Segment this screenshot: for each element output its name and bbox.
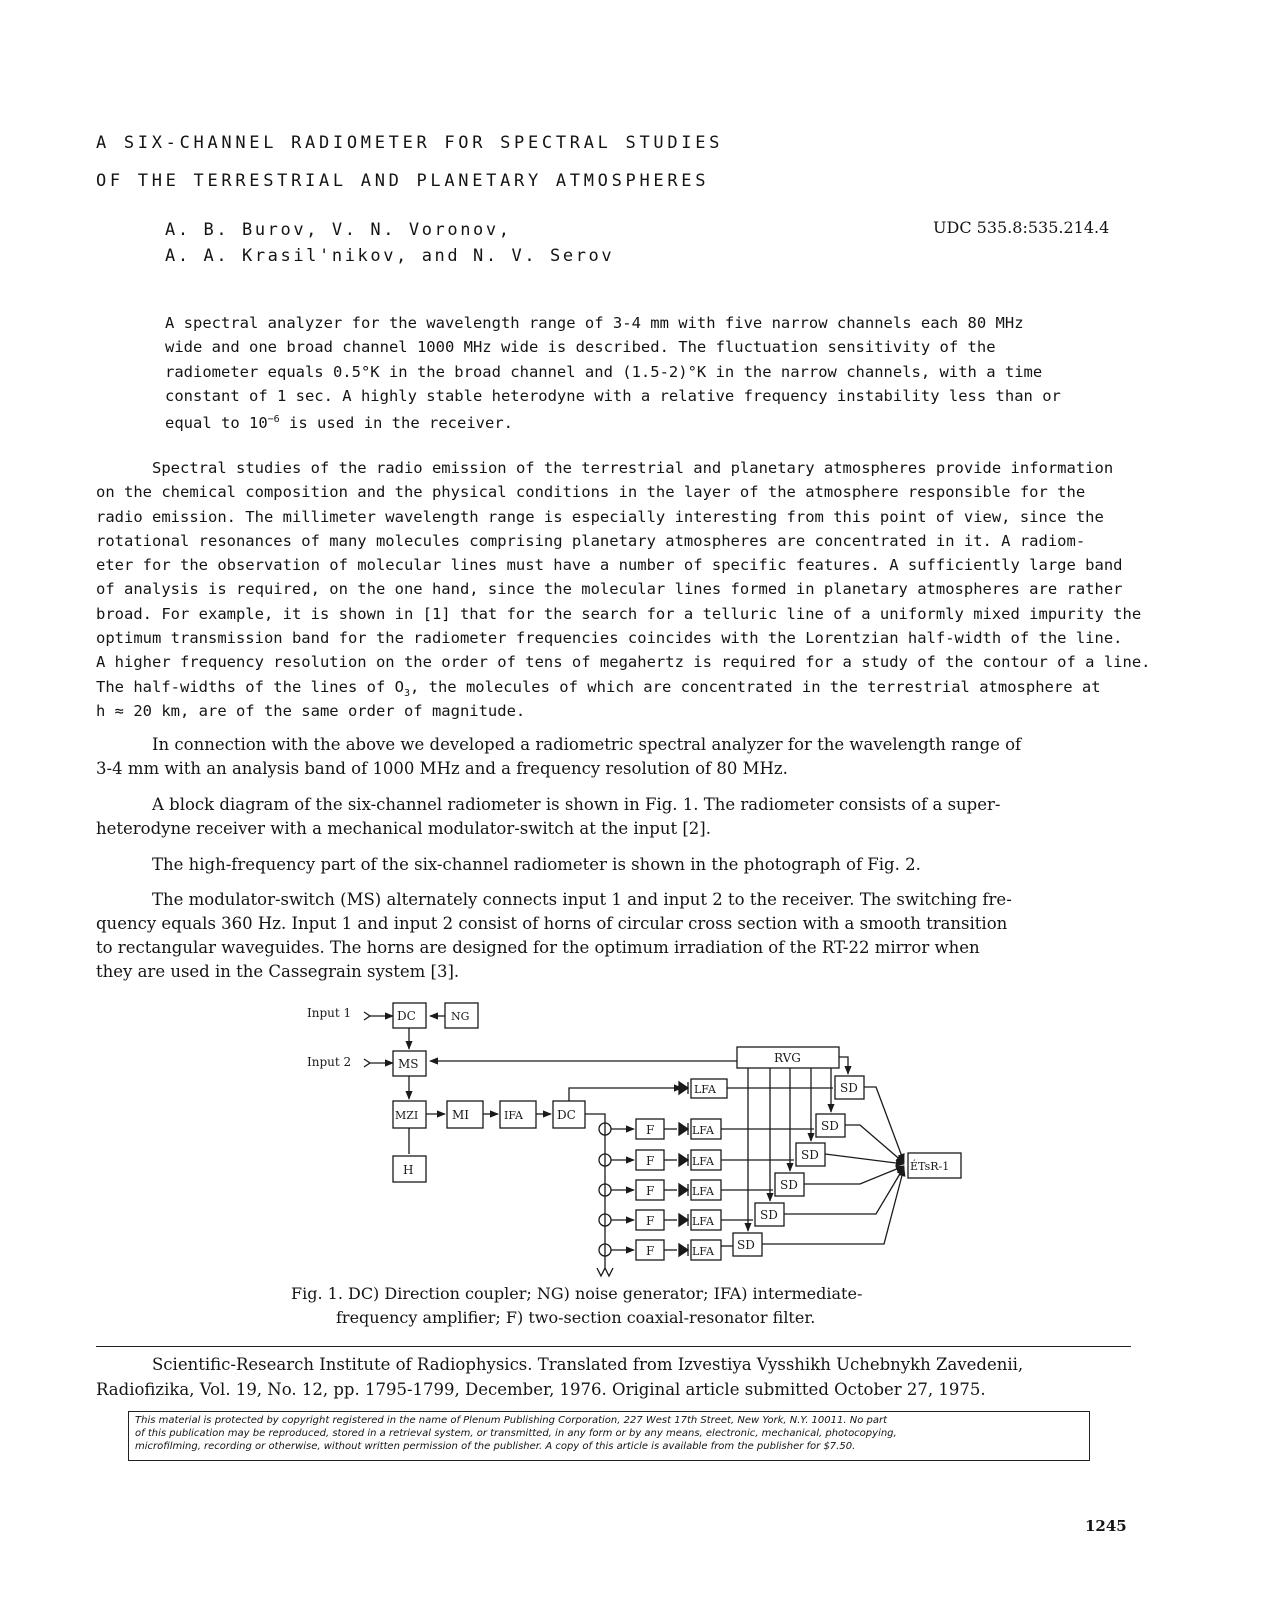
- ifa-label: IFA: [504, 1109, 523, 1122]
- sd2-to-etsr: [825, 1154, 904, 1164]
- abstract-line: A spectral analyzer for the wavelength range of 3-4 mm with five narrow channels each 80 MHz: [165, 314, 1024, 332]
- udc-code: UDC 535.8:535.214.4: [933, 218, 1110, 237]
- abstract-line: radiometer equals 0.5°K in the broad channel and (1.5-2)°K in the narrow channels, with a time: [165, 362, 1043, 381]
- input-2-label: Input 2: [307, 1055, 352, 1069]
- f-label-3: F: [646, 1184, 655, 1198]
- sd-label-3: SD: [780, 1178, 798, 1192]
- paragraph-line: In connection with the above we developed a radiometric spectral analyzer for the wavelength range of: [152, 735, 1022, 754]
- paragraph-line: heterodyne receiver with a mechanical modulator-switch at the input [2].: [96, 819, 711, 838]
- dc-label-mid: DC: [557, 1108, 576, 1122]
- o3-subscript: 3: [403, 687, 410, 699]
- o3-prefix: The half-widths of the lines of O: [96, 677, 404, 696]
- paragraph-line: A higher frequency resolution on the order of tens of megahertz is required for a study of the contour of a line.: [96, 653, 1151, 672]
- dc-label-top: DC: [397, 1009, 416, 1023]
- copyright-line: of this publication may be reproduced, stored in a retrieval system, or transmitted, in any form or by any means, electronic, mechanical, photocopying,: [135, 1428, 897, 1439]
- paragraph-line: eter for the observation of molecular lines must have a number of specific features. A sufficiently large band: [96, 556, 1123, 575]
- sd-label-0: SD: [840, 1081, 858, 1095]
- lfa-label-2: LFA: [692, 1155, 714, 1168]
- paragraph-line: quency equals 360 Hz. Input 1 and input 2 consist of horns of circular cross section with a smooth transition: [96, 914, 1008, 933]
- paragraph-line: Spectral studies of the radio emission of the terrestrial and planetary atmospheres provide information: [152, 459, 1114, 477]
- paragraph-line: The high-frequency part of the six-channel radiometer is shown in the photograph of Fig. 2.: [152, 855, 921, 874]
- paragraph-line: 3-4 mm with an analysis band of 1000 MHz and a frequency resolution of 80 MHz.: [96, 759, 788, 778]
- copyright-line: This material is protected by copyright registered in the name of Plenum Publishing Corporation, 227 West 17th Street, New York, N.Y. 10011. No part: [135, 1415, 888, 1426]
- sd-label-1: SD: [821, 1119, 839, 1133]
- dc-to-filters: [585, 1114, 605, 1122]
- sd-label-2: SD: [801, 1148, 819, 1162]
- sd-label-5: SD: [737, 1238, 755, 1252]
- sd-label-4: SD: [760, 1208, 778, 1222]
- lfa-label-1: LFA: [692, 1124, 714, 1137]
- rvg-label: RVG: [774, 1051, 801, 1065]
- paragraph-line: of analysis is required, on the one hand, since the molecular lines formed in planetary atmospheres are rather: [96, 580, 1123, 599]
- paragraph-line: A block diagram of the six-channel radiometer is shown in Fig. 1. The radiometer consists of a super-: [152, 795, 1001, 814]
- etsr-label: ÉTsR-1: [910, 1160, 950, 1173]
- lfa-label-5: LFA: [692, 1245, 714, 1258]
- abstract-line: constant of 1 sec. A highly stable heterodyne with a relative frequency instability less than or: [165, 386, 1061, 405]
- f-label-4: F: [646, 1214, 655, 1228]
- termination-load: [597, 1268, 613, 1276]
- ng-label: NG: [451, 1010, 470, 1023]
- authors-line-2: A. A. Krasil'nikov, and N. V. Serov: [165, 246, 615, 266]
- footnote-rule: [96, 1346, 1131, 1347]
- paragraph-line: radio emission. The millimeter wavelength range is especially interesting from this point of view, since the: [96, 507, 1104, 526]
- footnote-line-1: Scientific-Research Institute of Radiophysics. Translated from Izvestiya Vysshikh Uchebnykh Zavedenii,: [152, 1355, 1024, 1374]
- authors-line-1: A. B. Burov, V. N. Voronov,: [165, 220, 512, 240]
- sd3-to-etsr: [804, 1166, 904, 1184]
- figure-caption-line-1: Fig. 1. DC) Direction coupler; NG) noise generator; IFA) intermediate-: [291, 1284, 863, 1303]
- footnote-line-2: Radiofizika, Vol. 19, No. 12, pp. 1795-1799, December, 1976. Original article submitted October 27, 1975.: [96, 1380, 986, 1399]
- f-label-1: F: [646, 1123, 655, 1137]
- copyright-box: [128, 1411, 1090, 1461]
- figure-caption-line-2: frequency amplifier; F) two-section coaxial-resonator filter.: [336, 1308, 816, 1327]
- paragraph-line: rotational resonances of many molecules comprising planetary atmospheres are concentrated in it. A radiom-: [96, 531, 1086, 550]
- diode-0: [679, 1082, 688, 1094]
- paragraph-line: optimum transmission band for the radiometer frequencies coincides with the Lorentzian half-width of the line.: [96, 629, 1123, 648]
- sd0-to-etsr: [864, 1087, 904, 1162]
- dc-to-lfa-broad: [569, 1088, 682, 1101]
- h-label: H: [403, 1163, 414, 1177]
- input-2-terminal: [364, 1059, 370, 1067]
- input-1-terminal: [364, 1012, 370, 1020]
- ms-label: MS: [398, 1057, 419, 1071]
- paragraph-line: to rectangular waveguides. The horns are designed for the optimum irradiation of the RT-22 mirror when: [96, 938, 980, 957]
- lfa-label-0: LFA: [694, 1083, 716, 1096]
- abstract-exponent: −6: [267, 414, 280, 426]
- o3-suffix: , the molecules of which are concentrated in the terrestrial atmosphere at: [409, 677, 1101, 696]
- abstract-last-suffix: is used in the receiver.: [279, 414, 513, 433]
- paragraph-line: they are used in the Cassegrain system [3].: [96, 962, 460, 981]
- abstract-line: wide and one broad channel 1000 MHz wide is described. The fluctuation sensitivity of the: [165, 338, 996, 357]
- paragraph-line: broad. For example, it is shown in [1] that for the search for a telluric line of a uniformly mixed impurity the: [96, 604, 1142, 623]
- title-line-1: A SIX-CHANNEL RADIOMETER FOR SPECTRAL STUDIES: [96, 133, 724, 153]
- paragraph-line: The modulator-switch (MS) alternately connects input 1 and input 2 to the receiver. The switching fre-: [152, 890, 1012, 909]
- f-label-5: F: [646, 1244, 655, 1258]
- lfa-label-3: LFA: [692, 1185, 714, 1198]
- input-1-label: Input 1: [307, 1006, 352, 1020]
- page-number: 1245: [1085, 1517, 1127, 1535]
- paragraph-line: h ≈ 20 km, are of the same order of magnitude.: [96, 701, 526, 720]
- abstract-last-prefix: equal to 10: [165, 414, 268, 433]
- rvg-to-sd0: [839, 1057, 848, 1074]
- copyright-line: microfilming, recording or otherwise, without written permission of the publisher. A copy of this article is available from the publisher for $7.50.: [135, 1441, 856, 1452]
- lfa-label-4: LFA: [692, 1215, 714, 1228]
- mi-label: MI: [452, 1108, 470, 1122]
- title-line-2: OF THE TERRESTRIAL AND PLANETARY ATMOSPHERES: [96, 171, 710, 191]
- f-label-2: F: [646, 1154, 655, 1168]
- paragraph-line: on the chemical composition and the physical conditions in the layer of the atmosphere responsible for the: [96, 483, 1086, 502]
- mzi-label: MZI: [395, 1109, 419, 1122]
